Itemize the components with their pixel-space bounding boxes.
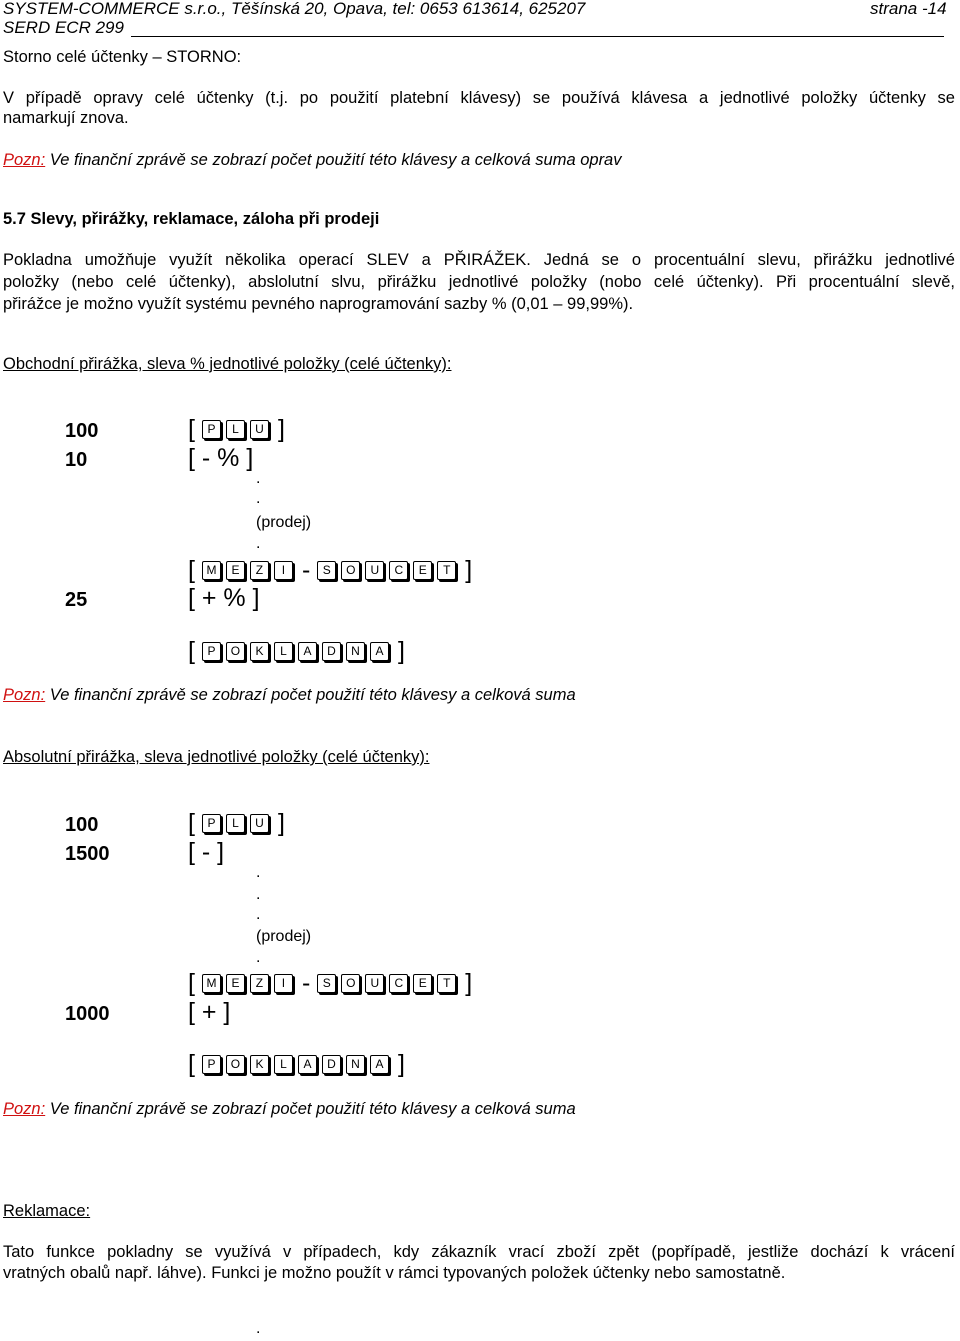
note-label: Pozn:	[3, 1100, 46, 1118]
absolute-plu-keyseq	[188, 808, 285, 838]
key-e[interactable]: E	[413, 561, 432, 580]
mezi-keys	[202, 561, 295, 580]
absolute-note	[3, 1100, 576, 1119]
absolute-mezisoucet-keyseq	[188, 968, 472, 998]
percent-amount-3: 25	[65, 589, 88, 611]
absolute-minus-op: [ - ]	[188, 838, 225, 866]
p2-text: Jedná se o procentuální slevu, přirážku jednotlivé	[543, 251, 955, 269]
percent-plus-op: [ + % ]	[188, 584, 260, 612]
storno-line-2: namarkují znova.	[3, 109, 129, 127]
percent-dot-3: .	[256, 535, 261, 552]
p1-text: Pokladna umožňuje využít několika operací SLEV a PŘIRÁŽEK.	[3, 251, 531, 269]
key-d[interactable]: D	[322, 1055, 341, 1074]
key-i[interactable]: I	[274, 974, 293, 993]
key-c[interactable]: C	[389, 974, 408, 993]
absolute-prodej: (prodej)	[256, 928, 312, 945]
key-e[interactable]: E	[413, 974, 432, 993]
key-k[interactable]: K	[250, 1055, 269, 1074]
bracket-open: [	[188, 415, 195, 443]
section-paragraph-line-1	[3, 251, 955, 270]
key-dash: -	[301, 556, 311, 584]
key-z[interactable]: Z	[250, 561, 269, 580]
absolute-amount-1: 100	[65, 814, 99, 836]
key-k[interactable]: K	[250, 642, 269, 661]
reklamace-line-1: Tato funkce pokladny se využívá v případech, kdy zákazník vrací zboží zpět (popřípadě, jestliže dochází k vrácení	[3, 1243, 955, 1261]
key-c[interactable]: C	[389, 561, 408, 580]
key-o[interactable]: O	[341, 974, 360, 993]
percent-plu-keyseq	[188, 414, 285, 444]
key-n[interactable]: N	[346, 642, 365, 661]
bracket-close: ]	[397, 1050, 405, 1078]
bracket-close: ]	[277, 809, 285, 837]
section-paragraph-line-3: přirážce je možno využít systému pevného naprogramování sazby % (0,01 – 99,99%).	[3, 295, 634, 313]
reklamace-dot: .	[256, 1320, 261, 1337]
absolute-amount-3: 1000	[65, 1003, 110, 1025]
pokladna-keys	[202, 642, 391, 661]
percent-mezisoucet-keyseq	[188, 555, 472, 585]
key-e[interactable]: E	[226, 561, 245, 580]
key-p[interactable]: P	[202, 1055, 221, 1074]
note-label: Pozn:	[3, 151, 46, 169]
model-header: SERD ECR 299	[3, 18, 124, 37]
bracket-open: [	[188, 556, 195, 584]
key-a[interactable]: A	[370, 642, 389, 661]
key-a[interactable]: A	[298, 642, 317, 661]
key-l[interactable]: L	[226, 420, 245, 439]
key-dash: -	[301, 969, 311, 997]
storno-heading: Storno celé účtenky – STORNO:	[3, 48, 242, 66]
key-m[interactable]: M	[202, 974, 221, 993]
key-u[interactable]: U	[365, 974, 384, 993]
absolute-dot-4: .	[256, 949, 261, 966]
key-l[interactable]: L	[226, 814, 245, 833]
bracket-open: [	[188, 1050, 195, 1078]
key-o[interactable]: O	[226, 1055, 245, 1074]
bracket-open: [	[188, 969, 195, 997]
bracket-open: [	[188, 637, 195, 665]
key-u[interactable]: U	[250, 420, 269, 439]
soucet-keys	[317, 974, 458, 993]
key-i[interactable]: I	[274, 561, 293, 580]
percent-amount-2: 10	[65, 449, 88, 471]
note-text: Ve finanční zprávě se zobrazí počet použití této klávesy a celková suma	[49, 1100, 576, 1118]
percent-dot-2: .	[256, 490, 261, 507]
reklamace-heading: Reklamace:	[3, 1202, 91, 1220]
section-paragraph-line-2: položky (nebo celé účtenky), abslolutní slvu, přirážku jednotlivé položky (nobo celé účtenky). Při procentuální slevě,	[3, 273, 955, 291]
key-a[interactable]: A	[298, 1055, 317, 1074]
key-s[interactable]: S	[317, 974, 336, 993]
reklamace-line-2: vratných obalů např. láhve). Funkci je možno použít v rámci typovaných položek účtenky nebo samostatně.	[3, 1264, 786, 1282]
absolute-pokladna-keyseq	[188, 1049, 405, 1079]
percent-dot-1: .	[256, 470, 261, 487]
absolute-dot-3: .	[256, 906, 261, 923]
absolute-dot-2: .	[256, 886, 261, 903]
plu-keys	[202, 420, 271, 439]
note-text: Ve finanční zprávě se zobrazí počet použití této klávesy a celková suma	[49, 686, 576, 704]
key-m[interactable]: M	[202, 561, 221, 580]
bracket-close: ]	[277, 415, 285, 443]
header-rule	[131, 36, 944, 37]
percent-pokladna-keyseq	[188, 636, 405, 666]
key-o[interactable]: O	[226, 642, 245, 661]
storno-line-1: V případě opravy celé účtenky (t.j. po použití platební klávesy) se používá klávesa a jednotlivé položky účtenky se	[3, 89, 955, 107]
bracket-close: ]	[397, 637, 405, 665]
key-e[interactable]: E	[226, 974, 245, 993]
page-number: strana -14	[870, 0, 947, 18]
absolute-plus-op: [ + ]	[188, 998, 231, 1026]
plu-keys	[202, 814, 271, 833]
storno-note	[3, 151, 622, 170]
absolute-dot-1: .	[256, 864, 261, 881]
bracket-close: ]	[465, 556, 473, 584]
key-t[interactable]: T	[437, 561, 456, 580]
key-s[interactable]: S	[317, 561, 336, 580]
percent-note	[3, 686, 576, 705]
key-n[interactable]: N	[346, 1055, 365, 1074]
bracket-open: [	[188, 809, 195, 837]
key-p[interactable]: P	[202, 642, 221, 661]
note-text: Ve finanční zprávě se zobrazí počet použití této klávesy a celková suma oprav	[49, 151, 622, 169]
key-d[interactable]: D	[322, 642, 341, 661]
mezi-keys	[202, 974, 295, 993]
pokladna-keys	[202, 1055, 391, 1074]
key-z[interactable]: Z	[250, 974, 269, 993]
key-p[interactable]: P	[202, 814, 221, 833]
key-o[interactable]: O	[341, 561, 360, 580]
soucet-keys	[317, 561, 458, 580]
key-l[interactable]: L	[274, 642, 293, 661]
key-p[interactable]: P	[202, 420, 221, 439]
percent-prodej: (prodej)	[256, 514, 312, 531]
section-heading: 5.7 Slevy, přirážky, reklamace, záloha při prodeji	[3, 210, 380, 228]
bracket-close: ]	[465, 969, 473, 997]
company-header: SYSTEM-COMMERCE s.r.o., Těšínská 20, Opava, tel: 0653 613614, 625207	[3, 0, 586, 18]
absolute-amount-2: 1500	[65, 843, 110, 865]
percent-heading: Obchodní přirážka, sleva % jednotlivé položky (celé účtenky):	[3, 355, 452, 373]
percent-minus-op: [ - % ]	[188, 444, 254, 472]
key-a[interactable]: A	[370, 1055, 389, 1074]
key-t[interactable]: T	[437, 974, 456, 993]
absolute-heading: Absolutní přirážka, sleva jednotlivé položky (celé účtenky):	[3, 748, 430, 766]
key-l[interactable]: L	[274, 1055, 293, 1074]
note-label: Pozn:	[3, 686, 46, 704]
percent-amount-1: 100	[65, 420, 99, 442]
key-u[interactable]: U	[250, 814, 269, 833]
key-u[interactable]: U	[365, 561, 384, 580]
